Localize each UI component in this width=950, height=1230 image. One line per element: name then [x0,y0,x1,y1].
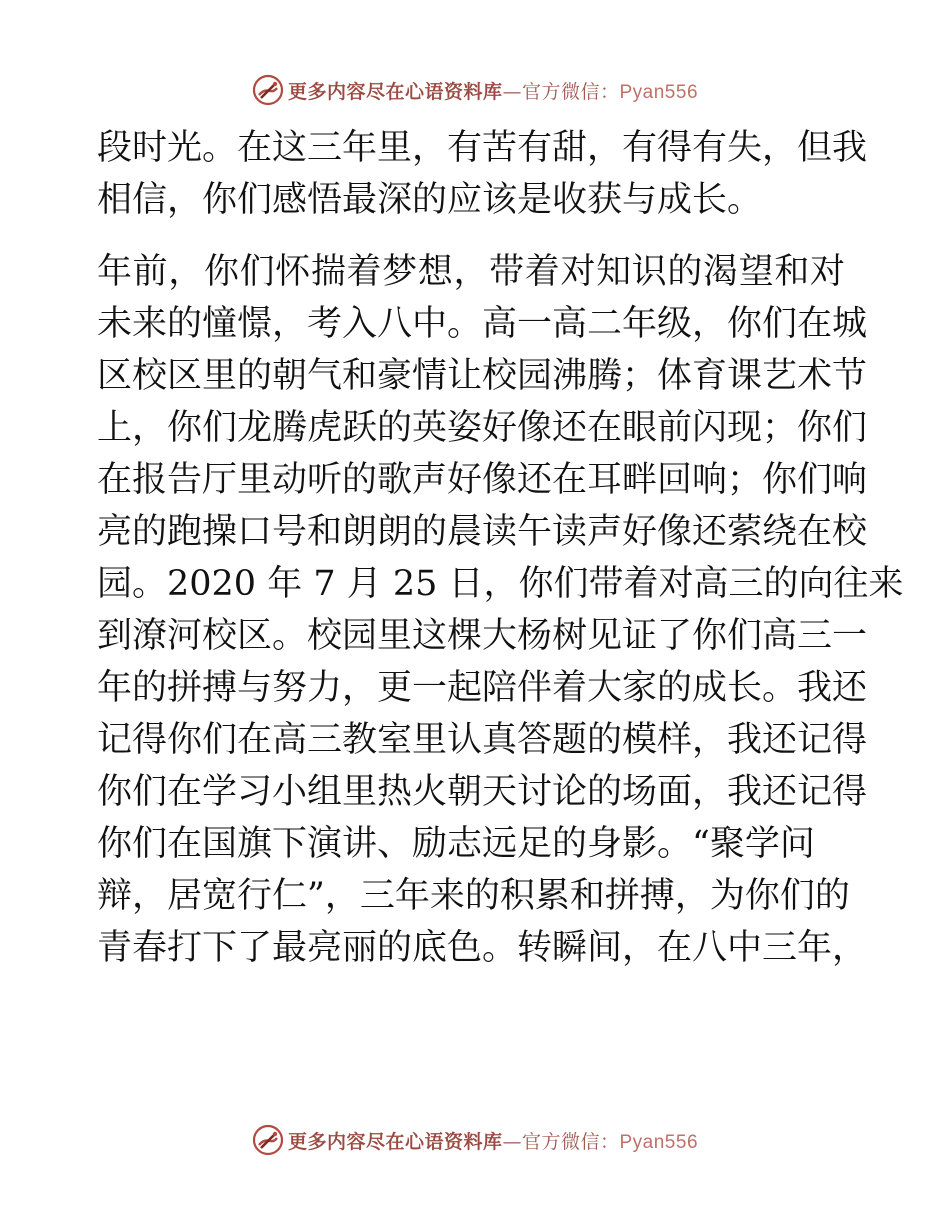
text-line: 段时光。在这三年里，有苦有甜，有得有失，但我 [97,128,868,168]
text-line: 到潦河校区。校园里这棵大杨树见证了你们高三一 [97,616,868,656]
text-line: 你们在学习小组里热火朝天讨论的场面，我还记得 [97,772,868,812]
watermark-brand: 更多内容尽在心语资料库 [287,80,503,103]
text-line: 青春打下了最亮丽的底色。转瞬间，在八中三年， [97,928,868,968]
footer-watermark [0,1120,950,1160]
book-pen-logo-icon [252,74,284,106]
text-line: 年前，你们怀揣着梦想，带着对知识的渴望和对 [97,252,845,292]
text-line: 上，你们龙腾虎跃的英姿好像还在眼前闪现；你们 [97,408,868,448]
watermark-text [288,1127,698,1154]
text-line: 亮的跑操口号和朗朗的晨读午读声好像还萦绕在校 [97,512,868,552]
watermark-separator: — [502,80,522,103]
text-line: 辩，居宽行仁”，三年来的积累和拼搏，为你们的 [97,876,850,916]
text-line: 年的拼搏与努力，更一起陪伴着大家的成长。我还 [97,668,868,708]
text-line: 园。2020 年 7 月 25 日，你们带着对高三的向往来 [97,564,904,604]
text-line: 相信，你们感悟最深的应该是收获与成长。 [97,180,763,220]
document-body [97,122,904,974]
watermark-wechat-id: Pyan556 [619,81,699,103]
header-watermark [0,70,950,110]
watermark-wechat-label: 官方微信： [521,1130,620,1153]
text-line: 你们在国旗下演讲、励志远足的身影。“聚学问 [97,824,815,864]
watermark-wechat-label: 官方微信： [521,80,620,103]
watermark-wechat-id: Pyan556 [619,1131,699,1153]
paragraph-1 [97,122,868,226]
watermark-separator: — [502,1130,522,1153]
text-line: 在报告厅里动听的歌声好像还在耳畔回响；你们响 [97,460,868,500]
book-pen-logo-icon [252,1124,284,1156]
text-line: 未来的憧憬，考入八中。高一高二年级，你们在城 [97,304,868,344]
paragraph-2 [97,246,904,974]
watermark-brand: 更多内容尽在心语资料库 [287,1130,503,1153]
text-line: 记得你们在高三教室里认真答题的模样，我还记得 [97,720,868,760]
watermark-text [288,77,698,104]
text-line: 区校区里的朝气和豪情让校园沸腾；体育课艺术节 [97,356,868,396]
